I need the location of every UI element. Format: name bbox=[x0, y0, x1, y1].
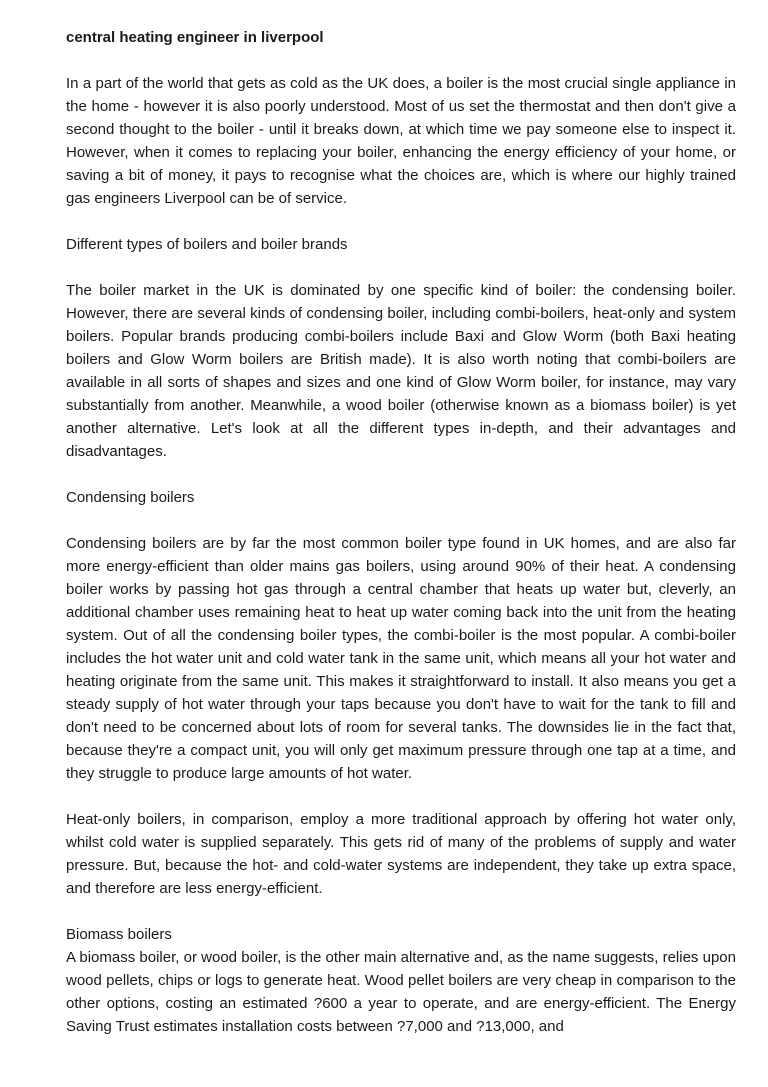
spacer bbox=[66, 900, 736, 923]
boiler-types-paragraph: The boiler market in the UK is dominated by one specific kind of boiler: the condensing boiler. However, there are several kinds of condensing boiler, including combi-boilers, heat-only and system boilers. Popular brands producing combi-boilers include Baxi and Glow Worm (both Baxi heating boilers and Glow Worm boilers are British made). It is also worth noting that combi-boilers are available in all sorts of shapes and sizes and one kind of Glow Worm boiler, for instance, may vary substantially from another. Meanwhile, a wood boiler (otherwise known as a biomass boiler) is yet another alternative. Let's look at all the different types in-depth, and their advantages and disadvantages. bbox=[66, 282, 736, 460]
condensing-paragraph: Condensing boilers are by far the most common boiler type found in UK homes, and are also far more energy-efficient than older mains gas boilers, using around 90% of their heat. A condensing boiler works by passing hot gas through a central chamber that heats up water but, cleverly, an additional chamber uses remaining heat to heat up water coming back into the unit from the heating system. Out of all the condensing boiler types, the combi-boiler is the most popular. A combi-boiler includes the hot water unit and cold water tank in the same unit, which means all your hot water and heating originate from the same unit. This makes it straightforward to install. It also means you get a steady supply of hot water through your taps because you don't have to wait for the tank to fill and don't need to be concerned about lots of room for several tanks. The downsides lie in the fact that, because they're a compact unit, you will only get maximum pressure through one tap at a time, and they struggle to produce large amounts of hot water. bbox=[66, 535, 736, 782]
document-title: central heating engineer in liverpool bbox=[66, 29, 324, 46]
heat-only-paragraph: Heat-only boilers, in comparison, employ a more traditional approach by offering hot water only, whilst cold water is supplied separately. This gets rid of many of the problems of supply and water pressure. But, because the hot- and cold-water systems are independent, they take up extra space, and therefore are less energy-efficient. bbox=[66, 811, 736, 897]
document-page bbox=[66, 26, 736, 1087]
spacer bbox=[66, 210, 736, 233]
spacer bbox=[66, 463, 736, 486]
spacer bbox=[66, 256, 736, 279]
section-heading-biomass: Biomass boilers bbox=[66, 926, 172, 943]
biomass-paragraph: A biomass boiler, or wood boiler, is the other main alternative and, as the name suggests, relies upon wood pellets, chips or logs to generate heat. Wood pellet boilers are very cheap in comparison to the other options, costing an estimated ?600 a year to operate, and are energy-efficient. The Energy Saving Trust estimates installation costs between ?7,000 and ?13,000, and bbox=[66, 949, 736, 1035]
intro-paragraph: In a part of the world that gets as cold as the UK does, a boiler is the most crucial single appliance in the home - however it is also poorly understood. Most of us set the thermostat and then don't give a second thought to the boiler - until it breaks down, at which time we pay someone else to inspect it. However, when it comes to replacing your boiler, enhancing the energy efficiency of your home, or saving a bit of money, it pays to recognise what the choices are, which is where our highly trained gas engineers Liverpool can be of service. bbox=[66, 75, 736, 207]
spacer bbox=[66, 49, 736, 72]
section-heading-condensing: Condensing boilers bbox=[66, 489, 195, 506]
spacer bbox=[66, 785, 736, 808]
section-heading-boiler-types: Different types of boilers and boiler brands bbox=[66, 236, 348, 253]
spacer bbox=[66, 509, 736, 532]
